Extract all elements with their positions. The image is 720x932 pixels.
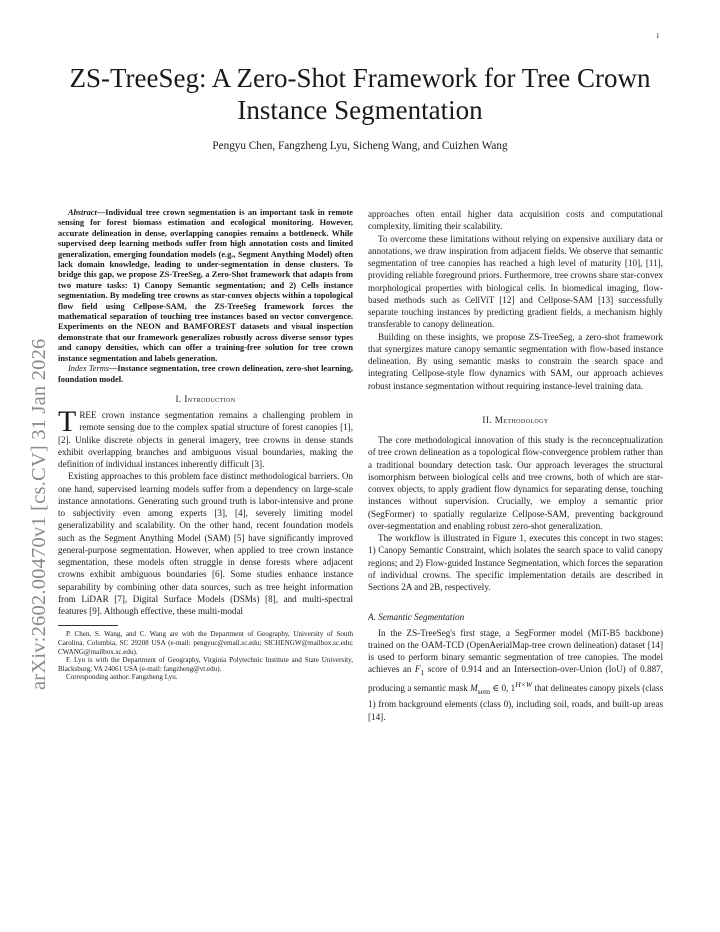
semantic-text-1: In the ZS-TreeSeg's first stage, a SegFormer model (MiT-B5 backbone) trained on the OAM-TCD (OpenAerialMap-tree crown delineation) dataset [14] is used to perform binary semantic segmentation of tree canopies. The model achieves an xyxy=(368,627,663,675)
index-terms xyxy=(58,364,353,385)
author-list: Pengyu Chen, Fangzheng Lyu, Sicheng Wang, and Cuizhen Wang xyxy=(212,140,508,152)
footnote-affiliation-2: F. Lyu is with the Department of Geography, Virginia Polytechnic Institute and State University, Blacksburg, VA 24061 USA (e-mail: fangzheng@vt.edu). xyxy=(58,656,353,673)
mask-subscript: sem xyxy=(477,687,490,697)
arxiv-stamp: arXiv:2602.00470v1 [cs.CV] 31 Jan 2026 xyxy=(28,338,50,690)
right-column xyxy=(368,208,663,723)
mask-symbol: M xyxy=(470,683,478,694)
left-column xyxy=(58,208,353,682)
semantic-text-3: that delineates canopy pixels (class 1) from background elements (class 0), including soil, roads, and built-up areas [14]. xyxy=(368,683,663,722)
intro-paragraph-5: Building on these insights, we propose ZS-TreeSeg, a zero-shot framework that synergizes mature canopy semantic segmentation with flow-based instance delineation. By using semantic masks to constrain the search space and integrating Cellpose-style flow dynamics with SAM, our approach achieves robust instance segmentation without requiring instance-level training data. xyxy=(368,331,663,391)
subsection-heading-semantic: A. Semantic Segmentation xyxy=(368,612,465,623)
index-terms-text: —Instance segmentation, tree crown delineation, zero-shot learning, foundation model. xyxy=(58,364,353,384)
mask-set: ∈ 0, 1 xyxy=(490,683,516,694)
semantic-text-2: score of 0.914 and an Intersection-over-Union (IoU) of 0.887, producing a semantic mask xyxy=(368,664,663,694)
f1-symbol: F xyxy=(414,664,421,675)
footnotes xyxy=(58,630,353,682)
mask-superscript: H×W xyxy=(515,680,533,690)
intro-paragraph-1-text: REE crown instance segmentation remains a challenging problem in remote sensing due to the complex spatial structure of forest canopies [1], [2]. Unlike discrete objects in general imagery, tree crowns in dense stands exhibit overlapping branches and ambiguous visual boundaries, making the definition of individual instances inherently difficult [3]. xyxy=(58,410,353,470)
footnote-corresponding: Corresponding author: Fangzheng Lyu. xyxy=(66,673,178,682)
f1-subscript: 1 xyxy=(420,668,425,678)
abstract-label: Abstract xyxy=(68,208,97,217)
footnote-affiliation-1: P. Chen, S. Wang, and C. Wang are with the Department of Geography, University of South Carolina, Columbia, SC 29208 USA (e-mail: pengyuc@email.sc.edu; SICHENGW@mailbox.sc.edu; CWANG@mailbox.sc.edu). xyxy=(58,630,353,656)
intro-paragraph-4: To overcome these limitations without relying on expensive auxiliary data or annotations, we draw inspiration from adjacent fields. We observe that semantic segmentation of tree canopies has reached a high level of maturity [10], [11], providing reliable foreground priors. Furthermore, tree crowns share star-convex morphological properties with biological cells. In biomedical imaging, flow-based methods such as CellViT [12] and Cellpose-SAM [13] successfully separate touching instances by predicting gradient fields, a mechanism highly transferable to canopy delineation. xyxy=(368,233,663,330)
index-terms-label: Index Terms xyxy=(68,364,110,374)
method-paragraph-1: The core methodological innovation of this study is the reconceptualization of tree crown delineation as a topological flow-convergence problem rather than a traditional boundary detection task. Our approach leverages the structural isomorphism between biological cells and tree crowns, both of which are star-convex objects, to apply gradient flow dynamics for separating dense, touching instances without supervision. Crucially, we employ a semantic prior (SegFormer) to spatially regularize Cellpose-SAM, preventing background over-segmentation and enabling robust zero-shot generalization. xyxy=(368,435,663,531)
paper-title: ZS-TreeSeg: A Zero-Shot Framework for Tree Crown Instance Segmentation xyxy=(69,63,651,125)
intro-paragraph-2: Existing approaches to this problem face distinct methodological barriers. On one hand, supervised learning models suffer from a dependency on large-scale instance annotations. Generating such ground truth is labor-intensive and prone to subjectivity even among experts [3], [4], severely limiting model generalizability and scalability. On the other hand, recent foundation models such as the Segment Anything Model (SAM) [5] have significantly improved general-purpose segmentation. However, when applied to tree crown instance segmentation, these models often struggle in dense forests where adjacent crowns exhibit ambiguous boundaries [6]. Some studies enhance instance separability by combining other data sources, such as tree height information from LiDAR [7], Digital Surface Models (DSMs) [8], and multi-spectral features [9]. Although effective, these multi-modal xyxy=(58,471,353,617)
semantic-paragraph xyxy=(368,627,663,723)
method-paragraph-2: The workflow is illustrated in Figure 1, executes this concept in two stages: 1) Canopy Semantic Constraint, which isolates the search space to valid canopy regions; and 2) Flow-guided Instance Segmentation, which forces the separation of individual crowns. The specific implementation details are described in Sections 2A and 2B, respectively. xyxy=(368,533,663,592)
abstract xyxy=(58,208,353,364)
intro-paragraph-1 xyxy=(58,405,353,470)
footnote-rule xyxy=(58,625,118,626)
abstract-text: —Individual tree crown segmentation is an important task in remote sensing for forest biomass estimation and ecological monitoring. However, accurate delineation in dense, overlapping canopies remains a bottleneck. While supervised deep learning methods suffer from high annotation costs and limited generalization, emerging foundation models (e.g., Segment Anything Model) often lack domain knowledge, leading to under-segmentation in dense clusters. To bridge this gap, we propose ZS-TreeSeg, a Zero-Shot framework that adapts from two mature tasks: 1) Canopy Semantic segmentation; and 2) Cells instance segmentation. By modeling tree crowns as star-convex objects within a topological flow field using Cellpose-SAM, the ZS-TreeSeg framework forces the mathematical separation of touching tree instances based on vector convergence. Experiments on the NEON and BAMFOREST datasets and visual inspection demonstrate that our framework generalizes robustly across diverse sensor types and canopy densities, which can offer a training-free solution for tree crown instance segmentation and labels generation. xyxy=(58,208,353,363)
section-heading-methodology: II. Methodology xyxy=(482,414,549,425)
drop-cap: T xyxy=(58,405,77,439)
page-number: 1 xyxy=(656,32,660,40)
section-heading-introduction: I. Introduction xyxy=(175,393,236,404)
intro-paragraph-3: approaches often entail higher data acquisition costs and computational complexity, limiting their scalability. xyxy=(368,209,663,232)
